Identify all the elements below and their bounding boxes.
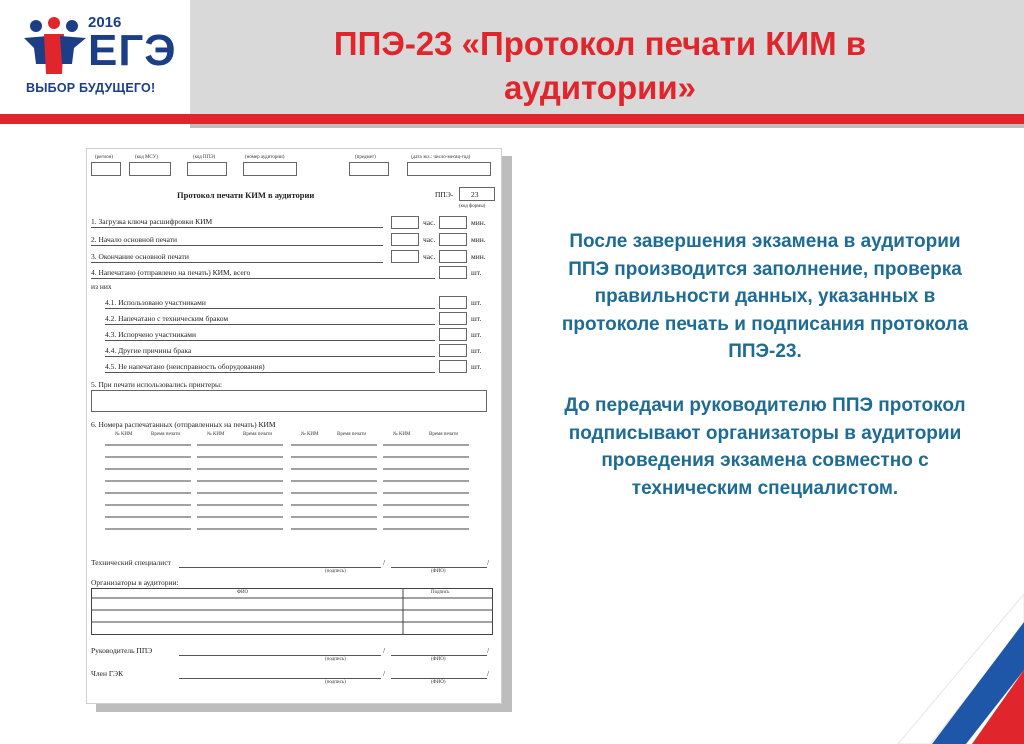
form-code-label: ППЭ- xyxy=(435,190,454,199)
row-3-line xyxy=(91,262,383,263)
subrow-44-label: 4.4. Другие причины брака xyxy=(105,346,192,355)
logo-ege: ЕГЭ xyxy=(88,26,177,75)
room-boxes xyxy=(243,162,297,176)
row-1-label: 1. Загрузка ключа расшифровки КИМ xyxy=(91,217,213,226)
row-1-unit-min: мин. xyxy=(471,218,486,227)
gek-fio-caption: (ФИО) xyxy=(431,680,446,685)
gray-stripe xyxy=(190,124,1024,128)
explanation-paragraph-2: До передачи руководителю ППЭ протокол подписывают организаторы в аудитории проведения экзамена совместно с техническим специалистом. xyxy=(564,394,966,499)
ege-logo xyxy=(0,0,190,118)
field-caption-ppe: (код ППЭ) xyxy=(193,155,216,160)
subrow-45-label: 4.5. Не напечатано (неисправность оборудования) xyxy=(105,362,265,371)
tech-fio-line xyxy=(391,567,487,568)
gek-sign-caption: (подпись) xyxy=(325,680,346,685)
form-code-value: 23 xyxy=(471,190,479,199)
tech-specialist-label: Технический специалист xyxy=(91,558,171,567)
row-2-line xyxy=(91,245,383,246)
logo-year: 2016 xyxy=(88,14,122,31)
col-num-1: № КИМ xyxy=(115,432,133,437)
ppe-head-sign-line xyxy=(179,655,381,656)
gek-sign-line xyxy=(179,678,381,679)
subject-boxes xyxy=(349,162,389,176)
ppe-head-fio-line xyxy=(391,655,487,656)
subrow-42-line xyxy=(105,324,435,325)
col-num-4: № КИМ xyxy=(393,432,411,437)
form-code-caption: (код формы) xyxy=(459,204,486,209)
subrow-41-line xyxy=(105,308,435,309)
subrow-42-unit: шт. xyxy=(471,314,482,323)
ppe-head-sign-caption: (подпись) xyxy=(325,657,346,662)
subrow-43-line xyxy=(105,340,435,341)
subrow-41-box xyxy=(439,296,467,309)
col-time-1: Время печати xyxy=(151,432,181,437)
printers-box xyxy=(91,390,487,412)
subrow-41-label: 4.1. Использовано участниками xyxy=(105,298,206,307)
region-boxes xyxy=(91,162,121,176)
col-time-2: Время печати xyxy=(243,432,273,437)
field-caption-room: (номер аудитории) xyxy=(245,155,285,160)
field-caption-msu: (код МСУ) xyxy=(135,155,158,160)
msu-boxes xyxy=(129,162,171,176)
row-4-count-box xyxy=(439,266,467,279)
row-4-line xyxy=(91,278,435,279)
subrow-43-unit: шт. xyxy=(471,330,482,339)
red-stripe xyxy=(0,114,1024,124)
row-4-label: 4. Напечатано (отправлено на печать) КИМ, всего xyxy=(91,268,251,277)
form-ppe23-document: (регион) (код МСУ) (код ППЭ) (номер аудитории) (предмет) (дата экз.: число-месяц-год) Протокол печати КИМ в аудитории ППЭ- 23 (код формы) 1. Загрузка ключа расшифровки КИМ час. мин. 2. Начало основной печати час. мин. 3. Окончание основной печати час. мин. 4. Напечатано (отправлено на печать) КИМ, всего шт. из них 4.1. Использовано участниками шт. 4.2. Напечатано с техническим браком шт. 4.3. Испорчено участниками шт. 4.4. Другие причины брака шт. 4.5. Не напечатано (неисправность оборудования) шт. 5. При печати использовались принтеры: 6. Номера распечатанных (отправленных на печать) КИМ № КИМ Время печати № КИМ Время печати № КИМ Время печати № КИМ Время печати Технический специалист / / (подпись) (ФИО) Организаторы в аудитории: ФИО Подпись Руководитель ППЭ / / (подпись) (ФИО) Член ГЭК / / (подпись) (ФИО) xyxy=(86,148,502,704)
printers-label: 5. При печати использовались принтеры: xyxy=(91,380,223,389)
ppe-boxes xyxy=(187,162,227,176)
kim-numbers-lines xyxy=(101,441,471,541)
title-line-1: ППЭ-23 «Протокол печати КИМ в xyxy=(333,25,867,62)
slide-header xyxy=(0,0,1024,118)
row-1-hours-box xyxy=(391,216,419,229)
col-num-2: № КИМ xyxy=(207,432,225,437)
row-1-line xyxy=(91,227,383,228)
organizers-label: Организаторы в аудитории: xyxy=(91,578,179,587)
gek-member-label: Член ГЭК xyxy=(91,669,124,678)
org-col-sign: Подпись xyxy=(431,590,450,595)
explanation-paragraph-1: После завершения экзамена в аудитории ППЭ производится заполнение, проверка правильности данных, указанных в протоколе печать и подписания протокола ППЭ-23. xyxy=(561,231,969,363)
subrow-44-unit: шт. xyxy=(471,346,482,355)
col-time-3: Время печати xyxy=(337,432,367,437)
row-1-unit-hours: час. xyxy=(423,218,436,227)
subrow-42-box xyxy=(439,312,467,325)
subrow-44-line xyxy=(105,356,435,357)
tech-fio-caption: (ФИО) xyxy=(431,569,446,574)
row-2-unit-min: мин. xyxy=(471,235,486,244)
subrow-42-label: 4.2. Напечатано с техническим браком xyxy=(105,314,229,323)
logo-figures-icon xyxy=(22,14,88,80)
subrow-43-box xyxy=(439,328,467,341)
subrow-45-box xyxy=(439,360,467,373)
row-3-unit-hours: час. xyxy=(423,252,436,261)
subrow-45-line xyxy=(105,372,435,373)
tech-sign-line xyxy=(179,567,381,568)
field-caption-date: (дата экз.: число-месяц-год) xyxy=(411,155,471,160)
row-2-unit-hours: час. xyxy=(423,235,436,244)
subrow-45-unit: шт. xyxy=(471,362,482,371)
tech-sign-caption: (подпись) xyxy=(325,569,346,574)
row-3-hours-box xyxy=(391,250,419,263)
flag-stripes-decoration xyxy=(894,574,1024,744)
field-caption-region: (регион) xyxy=(95,155,113,160)
field-caption-subject: (предмет) xyxy=(355,155,376,160)
col-num-3: № КИМ xyxy=(301,432,319,437)
title-line-2: аудитории» xyxy=(503,69,697,106)
ppe-head-label: Руководитель ППЭ xyxy=(91,646,153,655)
col-time-4: Время печати xyxy=(429,432,459,437)
subrow-41-unit: шт. xyxy=(471,298,482,307)
row-2-hours-box xyxy=(391,233,419,246)
subrow-43-label: 4.3. Испорчено участниками xyxy=(105,330,197,339)
explanation-text xyxy=(560,228,970,528)
row-1-min-box xyxy=(439,216,467,229)
row-3-label: 3. Окончание основной печати xyxy=(91,252,189,261)
ppe-head-fio-caption: (ФИО) xyxy=(431,657,446,662)
gek-fio-line xyxy=(391,678,487,679)
org-col-fio: ФИО xyxy=(237,590,249,595)
date-boxes xyxy=(407,162,491,176)
row-2-min-box xyxy=(439,233,467,246)
row-3-unit-min: мин. xyxy=(471,252,486,261)
logo-slogan: ВЫБОР БУДУЩЕГО! xyxy=(26,81,156,95)
numbers-label: 6. Номера распечатанных (отправленных на печать) КИМ xyxy=(91,420,276,429)
form-title: Протокол печати КИМ в аудитории xyxy=(177,190,315,200)
subrow-44-box xyxy=(439,344,467,357)
row-3-min-box xyxy=(439,250,467,263)
row-2-label: 2. Начало основной печати xyxy=(91,235,178,244)
of-them-label: из них xyxy=(91,282,112,291)
slide-title xyxy=(230,22,970,110)
organizers-table xyxy=(91,588,493,636)
row-4-unit: шт. xyxy=(471,268,482,277)
